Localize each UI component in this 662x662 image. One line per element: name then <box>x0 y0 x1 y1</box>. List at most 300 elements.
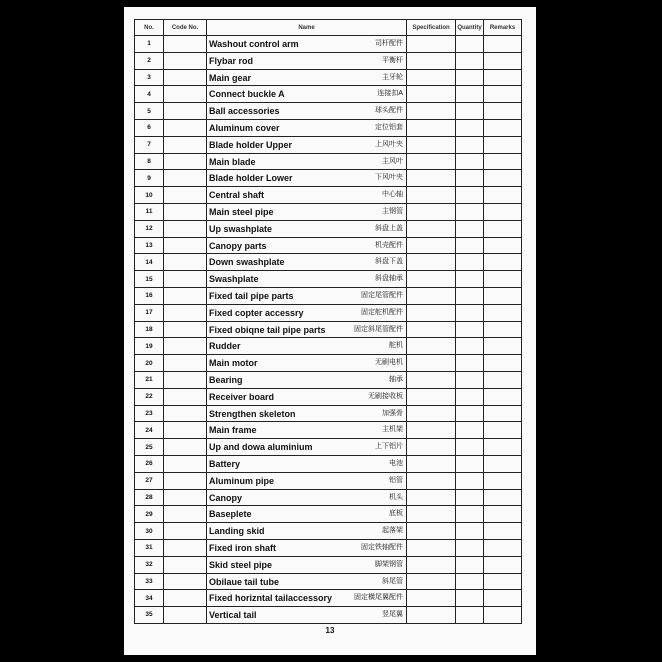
row-number: 11 <box>135 203 164 220</box>
quantity-cell <box>456 422 484 439</box>
quantity-cell <box>456 321 484 338</box>
part-name-english: Baseplete <box>209 509 252 520</box>
part-name-chinese: 定位铝套 <box>375 123 403 131</box>
quantity-cell <box>456 36 484 53</box>
part-name-english: Up and dowa aluminium <box>209 442 313 453</box>
code-cell <box>164 203 207 220</box>
code-cell <box>164 539 207 556</box>
name-cell <box>207 388 407 405</box>
name-cell <box>207 590 407 607</box>
table-row <box>135 304 522 321</box>
code-cell <box>164 36 207 53</box>
remarks-cell <box>484 573 522 590</box>
part-name-english: Blade holder Upper <box>209 139 293 150</box>
code-cell <box>164 153 207 170</box>
part-name-english: Rudder <box>209 341 241 352</box>
part-name-chinese: 加强骨 <box>382 409 403 417</box>
specification-cell <box>407 523 456 540</box>
quantity-cell <box>456 439 484 456</box>
part-name-chinese: 主风叶 <box>382 157 403 165</box>
part-name-english: Battery <box>209 458 241 469</box>
header-code: Code No. <box>164 20 207 36</box>
remarks-cell <box>484 136 522 153</box>
row-number: 35 <box>135 607 164 624</box>
part-name-english: Ball accessories <box>209 106 280 117</box>
name-cell <box>207 287 407 304</box>
part-name-english: Skid steel pipe <box>209 559 273 570</box>
part-name-chinese: 竖尾翼 <box>382 611 403 619</box>
table-row <box>135 52 522 69</box>
specification-cell <box>407 590 456 607</box>
quantity-cell <box>456 287 484 304</box>
row-number: 13 <box>135 237 164 254</box>
remarks-cell <box>484 220 522 237</box>
table-row <box>135 271 522 288</box>
remarks-cell <box>484 187 522 204</box>
part-name-english: Canopy parts <box>209 240 267 251</box>
row-number: 28 <box>135 489 164 506</box>
part-name-chinese: 电池 <box>389 459 403 467</box>
quantity-cell <box>456 388 484 405</box>
specification-cell <box>407 371 456 388</box>
table-row <box>135 119 522 136</box>
table-row <box>135 439 522 456</box>
row-number: 25 <box>135 439 164 456</box>
remarks-cell <box>484 321 522 338</box>
part-name-english: Main steel pipe <box>209 206 274 217</box>
specification-cell <box>407 405 456 422</box>
quantity-cell <box>456 573 484 590</box>
remarks-cell <box>484 539 522 556</box>
part-name-chinese: 连接扣A <box>377 90 403 98</box>
part-name-chinese: 斜尾管 <box>382 577 403 585</box>
remarks-cell <box>484 489 522 506</box>
quantity-cell <box>456 607 484 624</box>
part-name-english: Washout control arm <box>209 39 299 49</box>
name-cell <box>207 355 407 372</box>
part-name-chinese: 中心轴 <box>382 191 403 199</box>
row-number: 3 <box>135 69 164 86</box>
name-cell <box>207 489 407 506</box>
header-name: Name <box>207 20 407 36</box>
code-cell <box>164 607 207 624</box>
name-cell <box>207 321 407 338</box>
quantity-cell <box>456 355 484 372</box>
remarks-cell <box>484 203 522 220</box>
quantity-cell <box>456 556 484 573</box>
table-row <box>135 153 522 170</box>
specification-cell <box>407 472 456 489</box>
part-name-chinese: 球头配件 <box>375 107 403 115</box>
specification-cell <box>407 203 456 220</box>
part-name-chinese: 斜盘下盖 <box>375 258 403 266</box>
row-number: 27 <box>135 472 164 489</box>
remarks-cell <box>484 523 522 540</box>
page-number: 13 <box>325 626 335 635</box>
part-name-english: Connect buckle A <box>209 89 285 100</box>
name-cell <box>207 203 407 220</box>
part-name-english: Up swashplate <box>209 223 273 234</box>
table-row <box>135 86 522 103</box>
row-number: 6 <box>135 119 164 136</box>
code-cell <box>164 69 207 86</box>
name-cell <box>207 86 407 103</box>
table-row <box>135 203 522 220</box>
part-name-chinese: 上风叶夹 <box>375 140 403 148</box>
part-name-english: Fixed obiqne tail pipe parts <box>209 324 326 335</box>
remarks-cell <box>484 439 522 456</box>
row-number: 32 <box>135 556 164 573</box>
quantity-cell <box>456 405 484 422</box>
name-cell <box>207 607 407 624</box>
table-row <box>135 36 522 53</box>
remarks-cell <box>484 170 522 187</box>
specification-cell <box>407 539 456 556</box>
table-row <box>135 422 522 439</box>
name-cell <box>207 69 407 86</box>
quantity-cell <box>456 220 484 237</box>
part-name-chinese: 司杆配件 <box>375 40 403 47</box>
row-number: 20 <box>135 355 164 372</box>
row-number: 34 <box>135 590 164 607</box>
row-number: 2 <box>135 52 164 69</box>
row-number: 19 <box>135 338 164 355</box>
remarks-cell <box>484 355 522 372</box>
name-cell <box>207 36 407 53</box>
code-cell <box>164 455 207 472</box>
specification-cell <box>407 355 456 372</box>
remarks-cell <box>484 455 522 472</box>
specification-cell <box>407 304 456 321</box>
code-cell <box>164 237 207 254</box>
name-cell <box>207 52 407 69</box>
header-quantity: Quantity <box>456 20 484 36</box>
name-cell <box>207 103 407 120</box>
part-name-english: Main blade <box>209 156 256 167</box>
row-number: 10 <box>135 187 164 204</box>
part-name-chinese: 舵机 <box>389 342 403 350</box>
table-row <box>135 287 522 304</box>
part-name-english: Flybar rod <box>209 55 254 66</box>
remarks-cell <box>484 506 522 523</box>
remarks-cell <box>484 472 522 489</box>
row-number: 31 <box>135 539 164 556</box>
quantity-cell <box>456 187 484 204</box>
table-row <box>135 355 522 372</box>
quantity-cell <box>456 523 484 540</box>
name-cell <box>207 422 407 439</box>
part-name-chinese: 斜盘轴承 <box>375 275 403 283</box>
table-row <box>135 590 522 607</box>
specification-cell <box>407 170 456 187</box>
quantity-cell <box>456 86 484 103</box>
part-name-chinese: 平衡杆 <box>382 56 403 64</box>
part-name-chinese: 斜盘上盖 <box>375 224 403 232</box>
quantity-cell <box>456 52 484 69</box>
part-name-chinese: 下风叶夹 <box>375 174 403 182</box>
row-number: 23 <box>135 405 164 422</box>
row-number: 16 <box>135 287 164 304</box>
name-cell <box>207 136 407 153</box>
part-name-english: Main gear <box>209 72 252 83</box>
row-number: 8 <box>135 153 164 170</box>
name-cell <box>207 220 407 237</box>
specification-cell <box>407 119 456 136</box>
name-cell <box>207 405 407 422</box>
specification-cell <box>407 103 456 120</box>
quantity-cell <box>456 103 484 120</box>
remarks-cell <box>484 287 522 304</box>
code-cell <box>164 472 207 489</box>
code-cell <box>164 103 207 120</box>
quantity-cell <box>456 254 484 271</box>
row-number: 14 <box>135 254 164 271</box>
code-cell <box>164 489 207 506</box>
header-row <box>135 20 522 36</box>
row-number: 26 <box>135 455 164 472</box>
name-cell <box>207 472 407 489</box>
quantity-cell <box>456 590 484 607</box>
code-cell <box>164 439 207 456</box>
code-cell <box>164 287 207 304</box>
remarks-cell <box>484 388 522 405</box>
specification-cell <box>407 439 456 456</box>
parts-rows <box>135 36 522 624</box>
name-cell <box>207 338 407 355</box>
part-name-english: Canopy <box>209 492 243 503</box>
table-row <box>135 136 522 153</box>
table-row <box>135 607 522 624</box>
name-cell <box>207 523 407 540</box>
code-cell <box>164 506 207 523</box>
name-cell <box>207 439 407 456</box>
part-name-chinese: 机头 <box>389 493 403 501</box>
quantity-cell <box>456 338 484 355</box>
code-cell <box>164 355 207 372</box>
remarks-cell <box>484 153 522 170</box>
specification-cell <box>407 86 456 103</box>
table-row <box>135 388 522 405</box>
remarks-cell <box>484 422 522 439</box>
row-number: 5 <box>135 103 164 120</box>
specification-cell <box>407 220 456 237</box>
quantity-cell <box>456 153 484 170</box>
part-name-english: Bearing <box>209 374 243 385</box>
name-cell <box>207 455 407 472</box>
specification-cell <box>407 187 456 204</box>
specification-cell <box>407 388 456 405</box>
specification-cell <box>407 506 456 523</box>
table-row <box>135 170 522 187</box>
quantity-cell <box>456 203 484 220</box>
remarks-cell <box>484 36 522 53</box>
quantity-cell <box>456 489 484 506</box>
row-number: 4 <box>135 86 164 103</box>
table-row <box>135 187 522 204</box>
row-number: 22 <box>135 388 164 405</box>
quantity-cell <box>456 371 484 388</box>
remarks-cell <box>484 556 522 573</box>
part-name-english: Fixed tail pipe parts <box>209 290 294 301</box>
row-number: 24 <box>135 422 164 439</box>
part-name-english: Aluminum pipe <box>209 475 274 486</box>
code-cell <box>164 187 207 204</box>
specification-cell <box>407 287 456 304</box>
quantity-cell <box>456 136 484 153</box>
remarks-cell <box>484 237 522 254</box>
code-cell <box>164 590 207 607</box>
part-name-english: Fixed iron shaft <box>209 542 277 553</box>
specification-cell <box>407 52 456 69</box>
quantity-cell <box>456 119 484 136</box>
row-number: 7 <box>135 136 164 153</box>
name-cell <box>207 304 407 321</box>
code-cell <box>164 422 207 439</box>
remarks-cell <box>484 103 522 120</box>
part-name-chinese: 主牙轮 <box>382 73 403 81</box>
specification-cell <box>407 338 456 355</box>
table-row <box>135 573 522 590</box>
part-name-english: Main frame <box>209 425 257 436</box>
remarks-cell <box>484 371 522 388</box>
part-name-chinese: 固定铁轴配件 <box>361 543 403 551</box>
part-name-chinese: 底板 <box>389 510 403 518</box>
name-cell <box>207 187 407 204</box>
code-cell <box>164 556 207 573</box>
remarks-cell <box>484 119 522 136</box>
remarks-cell <box>484 254 522 271</box>
part-name-chinese: 起落架 <box>382 527 403 535</box>
name-cell <box>207 271 407 288</box>
remarks-cell <box>484 338 522 355</box>
table-row <box>135 489 522 506</box>
part-name-english: Vertical tail <box>209 610 257 621</box>
row-number: 30 <box>135 523 164 540</box>
part-name-english: Fixed copter accessry <box>209 307 304 318</box>
row-number: 15 <box>135 271 164 288</box>
table-row <box>135 405 522 422</box>
specification-cell <box>407 153 456 170</box>
quantity-cell <box>456 170 484 187</box>
specification-cell <box>407 36 456 53</box>
part-name-english: Receiver board <box>209 391 275 402</box>
part-name-chinese: 机壳配件 <box>375 241 403 249</box>
specification-cell <box>407 607 456 624</box>
part-name-english: Aluminum cover <box>209 122 280 133</box>
quantity-cell <box>456 455 484 472</box>
remarks-cell <box>484 607 522 624</box>
code-cell <box>164 338 207 355</box>
code-cell <box>164 136 207 153</box>
part-name-chinese: 无刷电机 <box>375 359 403 367</box>
quantity-cell <box>456 506 484 523</box>
table-row <box>135 556 522 573</box>
code-cell <box>164 371 207 388</box>
specification-cell <box>407 455 456 472</box>
code-cell <box>164 321 207 338</box>
table-row <box>135 254 522 271</box>
part-name-english: Swashplate <box>209 274 259 285</box>
remarks-cell <box>484 52 522 69</box>
name-cell <box>207 153 407 170</box>
code-cell <box>164 304 207 321</box>
part-name-chinese: 主钢管 <box>382 207 403 215</box>
part-name-chinese: 上下铝片 <box>375 443 403 451</box>
table-row <box>135 539 522 556</box>
part-name-chinese: 铝管 <box>389 476 403 484</box>
table-row <box>135 472 522 489</box>
header-no: No. <box>135 20 164 36</box>
row-number: 1 <box>135 36 164 53</box>
specification-cell <box>407 422 456 439</box>
code-cell <box>164 119 207 136</box>
table-row <box>135 506 522 523</box>
remarks-cell <box>484 271 522 288</box>
header-specification: Specification <box>407 20 456 36</box>
part-name-chinese: 固定尾管配件 <box>361 291 403 299</box>
quantity-cell <box>456 271 484 288</box>
row-number: 33 <box>135 573 164 590</box>
code-cell <box>164 170 207 187</box>
part-name-english: Landing skid <box>209 526 265 537</box>
part-name-chinese: 主机架 <box>382 426 403 434</box>
quantity-cell <box>456 304 484 321</box>
row-number: 29 <box>135 506 164 523</box>
part-name-chinese: 固定横尾翼配件 <box>354 594 403 602</box>
specification-cell <box>407 136 456 153</box>
specification-cell <box>407 573 456 590</box>
quantity-cell <box>456 539 484 556</box>
code-cell <box>164 220 207 237</box>
row-number: 9 <box>135 170 164 187</box>
table-row <box>135 338 522 355</box>
header-remarks: Remarks <box>484 20 522 36</box>
row-number: 12 <box>135 220 164 237</box>
name-cell <box>207 556 407 573</box>
parts-table <box>134 19 522 624</box>
code-cell <box>164 86 207 103</box>
remarks-cell <box>484 69 522 86</box>
code-cell <box>164 573 207 590</box>
name-cell <box>207 371 407 388</box>
table-row <box>135 237 522 254</box>
quantity-cell <box>456 237 484 254</box>
part-name-chinese: 脚架钢管 <box>375 560 403 568</box>
name-cell <box>207 119 407 136</box>
specification-cell <box>407 321 456 338</box>
table-row <box>135 103 522 120</box>
quantity-cell <box>456 69 484 86</box>
part-name-english: Down swashplate <box>209 257 285 268</box>
part-name-english: Main motor <box>209 358 258 369</box>
part-name-chinese: 轴承 <box>389 375 403 383</box>
name-cell <box>207 237 407 254</box>
part-name-english: Central shaft <box>209 190 265 201</box>
remarks-cell <box>484 590 522 607</box>
name-cell <box>207 539 407 556</box>
part-name-english: Obilaue tail tube <box>209 576 280 587</box>
name-cell <box>207 506 407 523</box>
table-row <box>135 523 522 540</box>
specification-cell <box>407 237 456 254</box>
row-number: 21 <box>135 371 164 388</box>
name-cell <box>207 170 407 187</box>
part-name-chinese: 固定斜尾管配件 <box>354 325 403 333</box>
table-row <box>135 220 522 237</box>
code-cell <box>164 523 207 540</box>
table-row <box>135 455 522 472</box>
name-cell <box>207 254 407 271</box>
